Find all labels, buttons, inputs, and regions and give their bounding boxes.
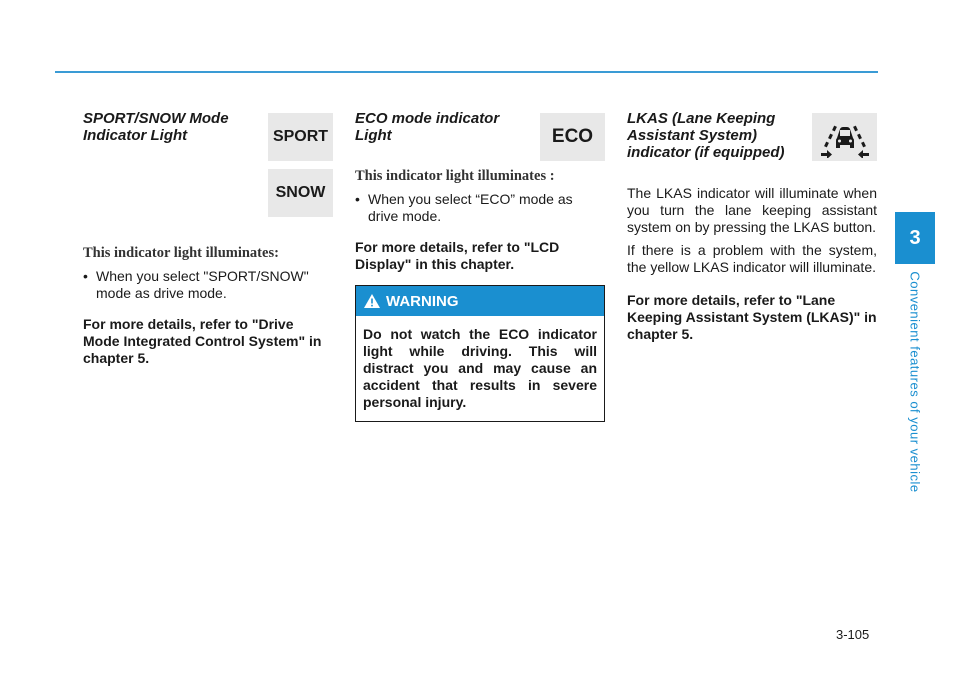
- sport-indicator-icon: [268, 113, 333, 161]
- chapter-number: 3: [909, 226, 921, 249]
- sport-snow-reference: For more details, refer to "Drive Mode Integrated Control System" in chapter 5.: [83, 316, 322, 366]
- lkas-indicator-icon: [812, 113, 877, 161]
- eco-indicator-icon: [540, 113, 605, 161]
- lkas-paragraph-1: The LKAS indicator will illuminate when you turn the lane keeping assistant system on by pressing the LKAS button.: [627, 185, 877, 235]
- heading-line: ECO mode indicator: [355, 110, 500, 127]
- lane-keeping-car-icon: [817, 116, 873, 158]
- sport-snow-bullet: • When you select "SPORT/SNOW" mode as drive mode.: [83, 268, 333, 302]
- snow-icon-label: SNOW: [275, 184, 326, 201]
- warning-box: [355, 285, 605, 422]
- chapter-title: Convenient features of your vehicle: [907, 271, 923, 493]
- eco-icon-label: ECO: [551, 126, 594, 147]
- sport-snow-subheading: This indicator light illuminates:: [83, 245, 279, 261]
- lkas-paragraph-2: If there is a problem with the system, the yellow LKAS indicator will illuminate.: [627, 242, 877, 275]
- heading-line: LKAS (Lane Keeping: [627, 110, 776, 127]
- lkas-reference: For more details, refer to "Lane Keeping Assistant System (LKAS)" in chapter 5.: [627, 292, 877, 342]
- warning-header: [356, 286, 604, 316]
- warning-title: WARNING: [386, 292, 459, 310]
- heading-line: indicator (if equipped): [627, 144, 785, 161]
- sport-icon-label: SPORT: [272, 128, 329, 145]
- eco-reference: For more details, refer to "LCD Display" in this chapter.: [355, 239, 560, 272]
- heading-line: SPORT/SNOW Mode: [83, 110, 229, 127]
- eco-subheading: This indicator light illuminates :: [355, 168, 555, 184]
- warning-triangle-icon: [364, 294, 380, 308]
- warning-text: Do not watch the ECO indicator light while driving. This will distract you and may cause an accident that results in severe personal injury.: [363, 326, 597, 410]
- heading-line: Light: [355, 127, 392, 144]
- page-number: 3-105: [836, 627, 870, 642]
- snow-indicator-icon: [268, 169, 333, 217]
- eco-bullet: • When you select “ECO” mode as drive mode.: [355, 191, 605, 225]
- chapter-tab: [895, 212, 935, 264]
- top-rule: [55, 71, 878, 73]
- heading-line: Indicator Light: [83, 127, 188, 144]
- heading-line: Assistant System): [627, 127, 758, 144]
